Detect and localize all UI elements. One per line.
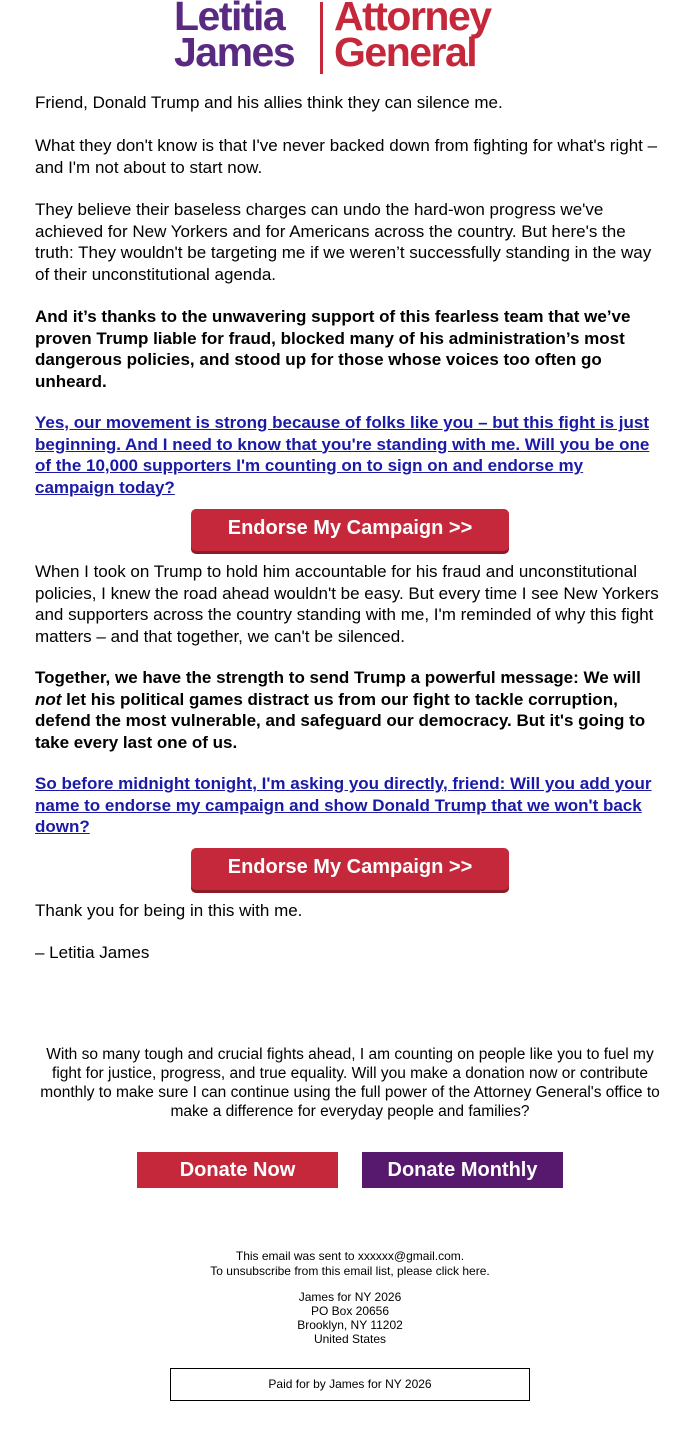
signature: – Letitia James bbox=[35, 943, 150, 962]
paid-for-disclaimer: Paid for by James for NY 2026 bbox=[170, 1368, 530, 1401]
endorse-link-1[interactable]: Yes, our movement is strong because of folks like you – but this fight is just beginning. And I need to know that you're standing with me. Will you be one of the 10,000 supporters I'm counting on to sign on and endorse my campaign today? bbox=[35, 413, 650, 497]
thank-you-text: Thank you for being in this with me. bbox=[35, 901, 303, 920]
address-line-1: James for NY 2026 bbox=[298, 1290, 402, 1304]
logo-title bbox=[334, 0, 534, 75]
logo-title-line1: Attorney bbox=[334, 0, 491, 39]
paragraph-4-bold: And it’s thanks to the unwavering support of this fearless team that we’ve proven Trump liable for fraud, blocked many of his administration’s most dangerous policies, and stood up for those whose voices too often go unheard. bbox=[35, 307, 631, 391]
logo-name bbox=[174, 0, 312, 75]
paragraph-2: What they don't know is that I've never backed down from fighting for what's right – and I'm not about to start now. bbox=[35, 136, 658, 177]
logo-title-line2: General bbox=[334, 29, 477, 75]
logo-divider bbox=[320, 2, 323, 74]
sent-to-text: This email was sent to xxxxxx@gmail.com. bbox=[235, 1249, 465, 1263]
donation-appeal: With so many tough and crucial fights ahead, I am counting on people like you to fuel my fight for justice, progress, and true equality. Will you make a donation now or contribute monthly to make sure I can continue using the full power of the Attorney General's office to make a difference for everyday people and families? bbox=[40, 1046, 660, 1120]
address-line-2: PO Box 20656 bbox=[310, 1304, 390, 1318]
endorse-campaign-button-1[interactable]: Endorse My Campaign >> bbox=[191, 509, 509, 551]
paragraph-intro: Friend, Donald Trump and his allies think they can silence me. bbox=[35, 93, 503, 112]
donate-now-button[interactable]: Donate Now bbox=[137, 1152, 338, 1188]
paragraph-5: When I took on Trump to hold him accountable for his fraud and unconstitutional policies, I knew the road ahead wouldn't be easy. But every time I see New Yorkers and supporters across the country standing with me, I'm reminded of why this fight matters – and that together, we can't be silenced. bbox=[35, 562, 659, 646]
address-line-3: Brooklyn, NY 11202 bbox=[297, 1318, 403, 1332]
donate-monthly-button[interactable]: Donate Monthly bbox=[362, 1152, 563, 1188]
paragraph-6-bold: Together, we have the strength to send Trump a powerful message: We will not let his political games distract us from our fight to tackle corruption, defend the most vulnerable, and safeguard our democracy. But it's going to take every last one of us. bbox=[35, 668, 646, 752]
endorse-link-2[interactable]: So before midnight tonight, I'm asking you directly, friend: Will you add your name to endorse my campaign and show Donald Trump that we won't back down? bbox=[35, 774, 652, 836]
unsubscribe-link[interactable]: To unsubscribe from this email list, please click here. bbox=[210, 1264, 490, 1278]
paragraph-3: They believe their baseless charges can undo the hard-won progress we've achieved for New Yorkers and for Americans across the country. But here's the truth: They wouldn't be targeting me if we weren’t successfully standing in the way of their unconstitutional agenda. bbox=[35, 200, 652, 284]
endorse-campaign-button-2[interactable]: Endorse My Campaign >> bbox=[191, 848, 509, 890]
logo-name-line1: Letitia bbox=[174, 0, 285, 39]
address-line-4: United States bbox=[313, 1332, 387, 1346]
campaign-logo bbox=[0, 0, 700, 80]
logo-name-line2: James bbox=[174, 29, 295, 75]
